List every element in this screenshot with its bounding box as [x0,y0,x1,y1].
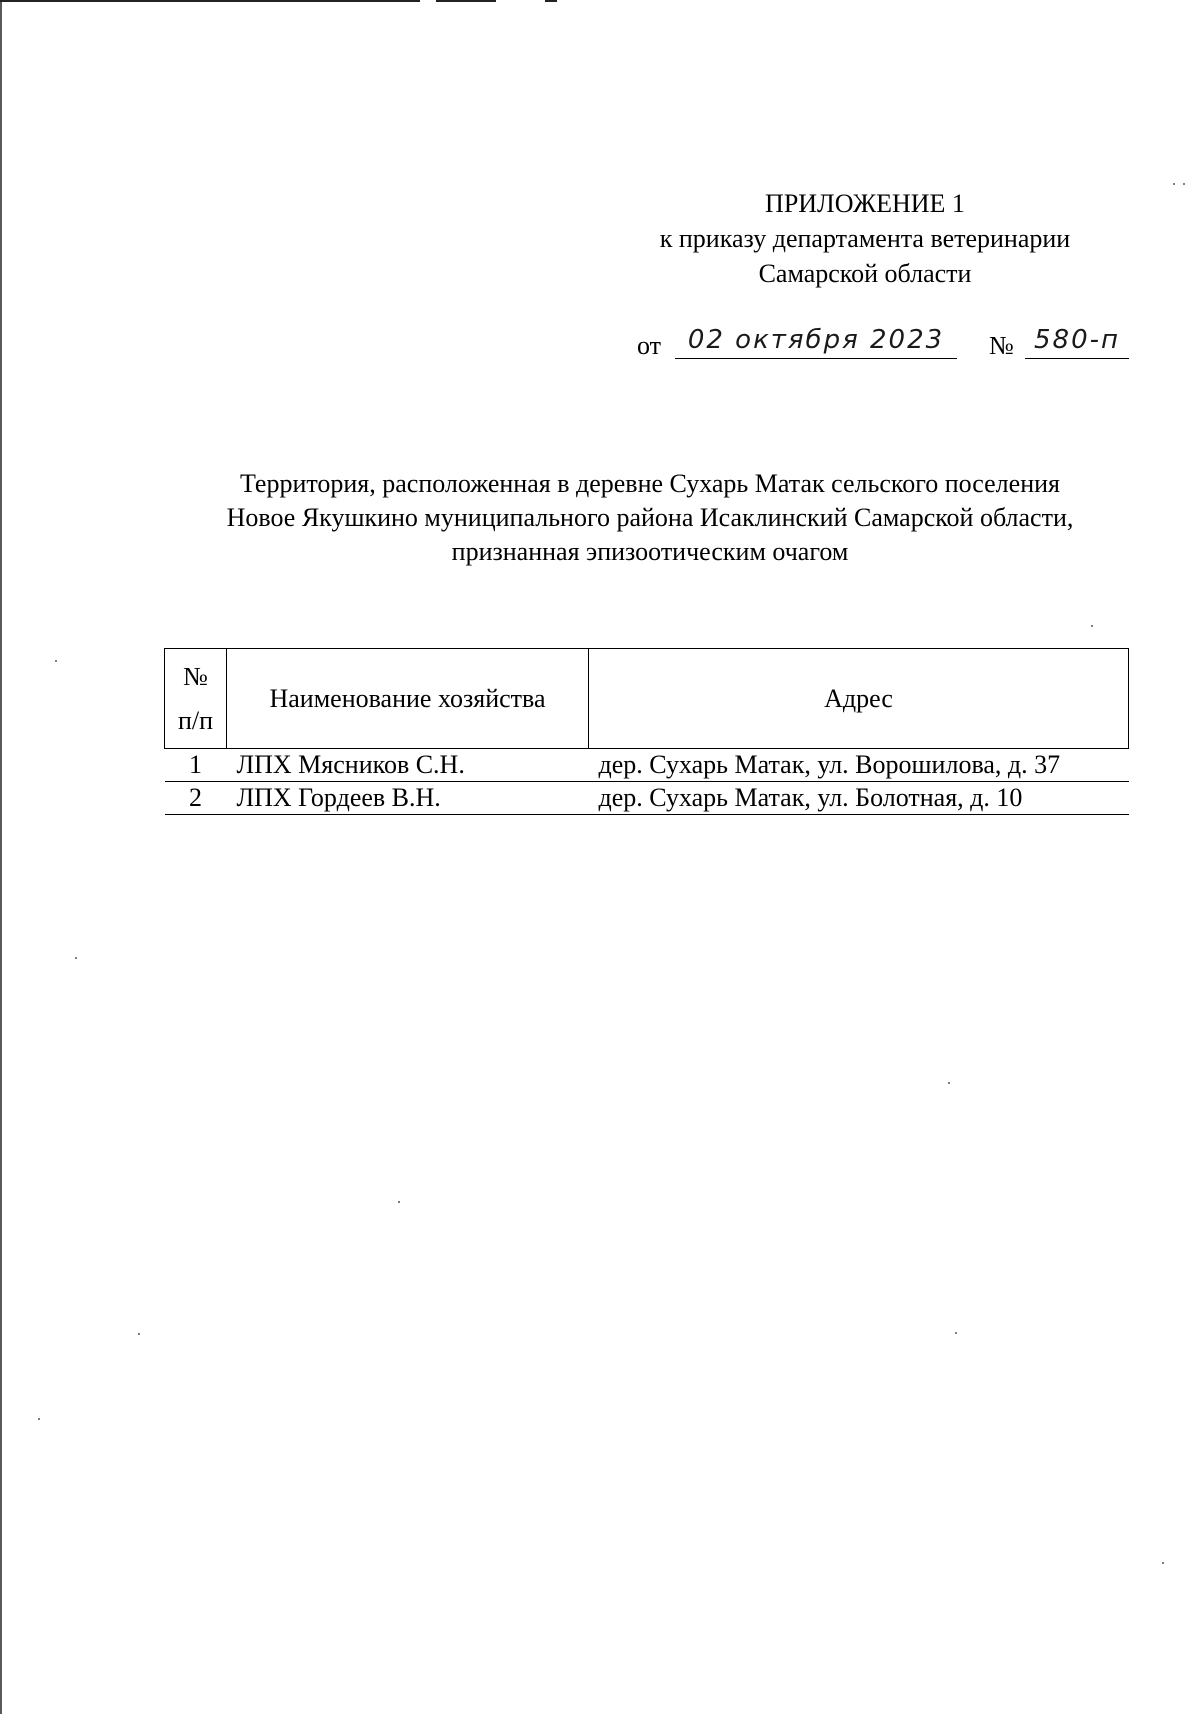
scan-edge-mark [0,0,2,1714]
scan-speck [138,1333,140,1335]
scan-speck [948,1082,950,1084]
order-date-prefix: от [637,331,662,360]
order-date-handwritten: 02 октября 2023 [675,325,957,359]
scan-speck [1183,183,1185,185]
scan-speck [1162,1562,1164,1564]
scan-edge-mark [436,0,496,2]
order-number-prefix: № [989,331,1014,360]
scan-speck [1091,625,1093,627]
scan-edge-mark [0,0,420,2]
farms-table [164,648,1129,815]
scan-speck [75,957,77,959]
header-number-pp: п/п [177,705,214,735]
document-title-line: Территория, расположенная в деревне Сухарь Матак сельского поселения [240,469,1060,498]
appendix-order-reference: к приказу департамента ветеринарии [659,224,1071,253]
scan-speck [38,1418,40,1420]
scan-speck [398,1201,400,1203]
row-number: 1 [165,749,227,782]
scan-speck [955,1332,957,1334]
row-address: дер. Сухарь Матак, ул. Болотная, д. 10 [589,782,1129,815]
header-address: Адрес [589,649,1129,749]
document-title-line: Новое Якушкино муниципального района Исаклинский Самарской области, [226,503,1074,532]
header-number [165,649,227,749]
row-farm-name: ЛПХ Мясников С.Н. [227,749,589,782]
row-address: дер. Сухарь Матак, ул. Ворошилова, д. 37 [589,749,1129,782]
header-farm-name: Наименование хозяйства [227,649,589,749]
table-row [165,749,1129,782]
document-title [150,467,1150,569]
table-header-row [165,649,1129,749]
document-title-line: признанная эпизоотическим очагом [451,537,849,566]
appendix-heading: ПРИЛОЖЕНИЕ 1 [765,189,965,218]
order-number-handwritten: 580-п [1025,325,1129,359]
scan-speck [55,660,57,662]
table-row [165,782,1129,815]
scan-speck [1173,183,1175,185]
order-date-number-line [637,325,1129,365]
header-number-sign: № [183,661,208,691]
appendix-header [600,186,1130,291]
scan-edge-mark [545,0,557,2]
row-number: 2 [165,782,227,815]
row-farm-name: ЛПХ Гордеев В.Н. [227,782,589,815]
appendix-region: Самарской области [758,259,972,288]
